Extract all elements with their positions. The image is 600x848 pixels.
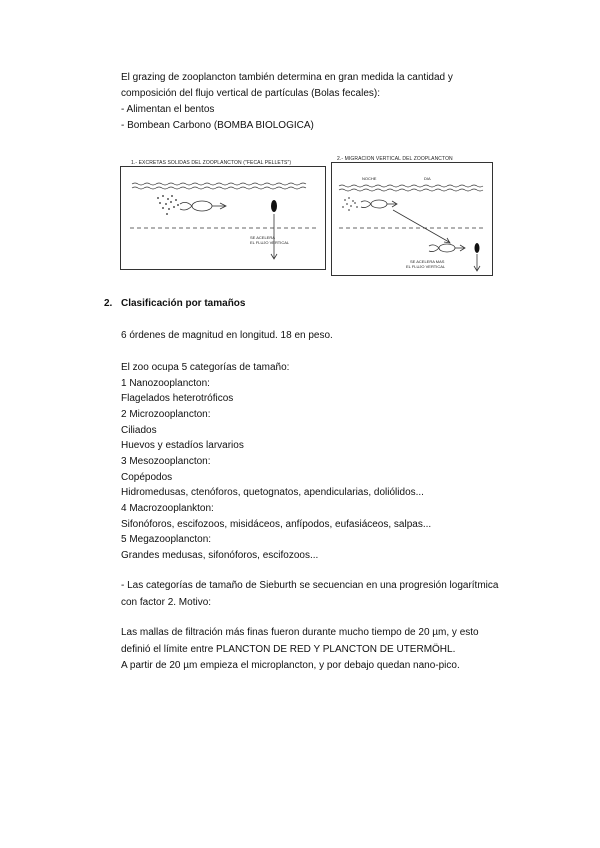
body-line-5: 2 Microzooplancton:: [121, 409, 211, 420]
body-line-11: 4 Macrozooplankton:: [121, 503, 214, 514]
water-surface-wave: [339, 185, 483, 187]
intro-line-2: composición del flujo vertical de partículas (Bolas fecales):: [121, 88, 381, 99]
particles-cluster: [342, 197, 358, 211]
body-line-2: El zoo ocupa 5 categorías de tamaño:: [121, 362, 290, 373]
body-line-13: 5 Megazooplancton:: [121, 534, 212, 545]
body-line-9: Copépodos: [121, 472, 173, 483]
body-line-6: Ciliados: [121, 425, 157, 436]
fecal-pellet: [475, 243, 480, 253]
body-line-1: 6 órdenes de magnitud en longitud. 18 en peso.: [121, 330, 333, 341]
figure-left-label-1: SE ACELERA: [250, 235, 275, 240]
figure-right-night-label: NOCHE: [362, 176, 377, 181]
figure-right-title: 2.- MIGRACION VERTICAL DEL ZOOPLANCTON: [337, 156, 453, 162]
figure-left-frame: [121, 167, 326, 270]
figure-right-label-1: SE ACELERA MAS: [410, 259, 445, 264]
body-line-14: Grandes medusas, sifonóforos, escifozoos...: [121, 550, 319, 561]
intro-line-4: - Bombean Carbono (BOMBA BIOLOGICA): [121, 120, 314, 131]
intro-line-3: - Alimentan el bentos: [121, 104, 215, 115]
fecal-pellet: [271, 200, 277, 212]
zooplankton-organism: [180, 201, 226, 211]
figure-left-diagram: [120, 166, 326, 270]
figure-right-day-label: DIA: [424, 176, 431, 181]
body-line-18: definió el límite entre PLANCTON DE RED Y PLANCTON DE UTERMÖHL.: [121, 644, 456, 655]
body-line-12: Sifonóforos, escifozoos, misidáceos, anfípodos, eufasiáceos, salpas...: [121, 519, 432, 530]
body-line-8: 3 Mesozooplancton:: [121, 456, 211, 467]
body-line-4: Flagelados heterotróficos: [121, 393, 234, 404]
figure-left-label-2: EL FLUJO VERTICAL: [250, 240, 290, 245]
particles-cluster: [157, 195, 179, 215]
figure-right-label-2: EL FLUJO VERTICAL: [406, 264, 446, 269]
body-line-19: A partir de 20 µm empieza el microplancton, y por debajo quedan nano-pico.: [121, 660, 460, 671]
zooplankton-organism-day: [429, 244, 465, 252]
section-number: 2.: [104, 298, 113, 309]
body-line-16: con factor 2. Motivo:: [121, 597, 212, 608]
section-title: Clasificación por tamaños: [121, 298, 246, 309]
intro-line-1: El grazing de zooplancton también determina en gran medida la cantidad y: [121, 72, 453, 83]
water-surface-wave: [132, 183, 306, 185]
body-line-3: 1 Nanozooplancton:: [121, 378, 210, 389]
zooplankton-organism-night: [361, 200, 397, 208]
figure-left-title: 1.- EXCRETAS SOLIDAS DEL ZOOPLANCTON ("FECAL PELLETS"): [131, 160, 292, 166]
body-line-10: Hidromedusas, ctenóforos, quetognatos, apendicularias, doliólidos...: [121, 487, 424, 498]
migration-arrow: [393, 210, 449, 242]
body-line-15: - Las categorías de tamaño de Sieburth se secuencian en una progresión logarítmica: [121, 580, 499, 591]
body-line-17: Las mallas de filtración más finas fueron durante mucho tiempo de 20 µm, y esto: [121, 627, 479, 638]
body-line-7: Huevos y estadíos larvarios: [121, 440, 244, 451]
